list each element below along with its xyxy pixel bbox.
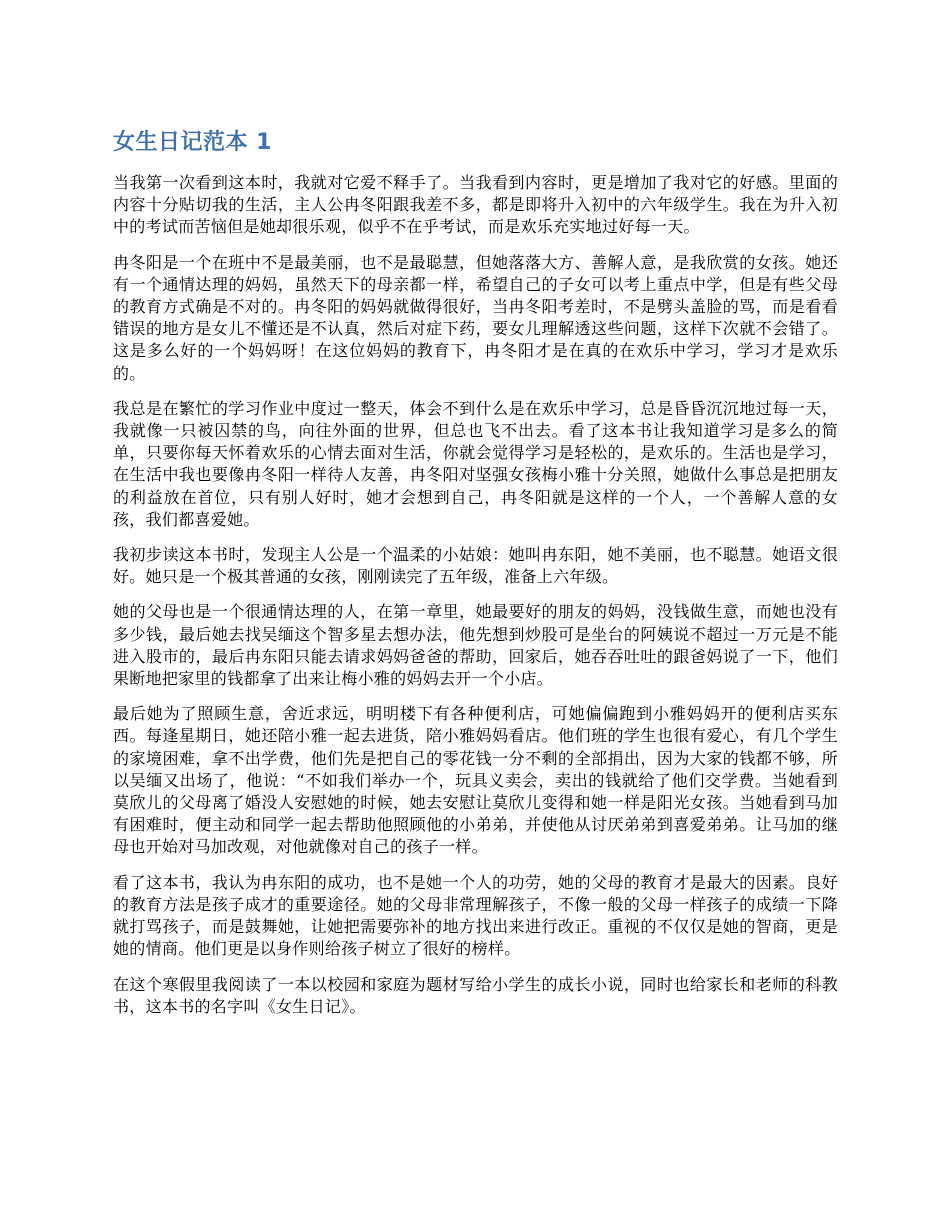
paragraph-8: 在这个寒假里我阅读了一本以校园和家庭为题材写给小学生的成长小说，同时也给家长和老师的科教书，这本书的名字叫《女生日记》。 [113, 974, 838, 1016]
paragraph-2: 冉冬阳是一个在班中不是最美丽，也不是最聪慧，但她落落大方、善解人意，是我欣赏的女孩。她还有一个通情达理的妈妈，虽然天下的母亲都一样，希望自己的子女可以考上重点中学，但是有些父母的教育方式确是不对的。冉冬阳的妈妈就做得很好，当冉冬阳考差时，不是劈头盖脸的骂，而是看看错误的地方是女儿不懂还是不认真，然后对症下药，要女儿理解透这些问题，这样下次就不会错了。这是多么好的一个妈妈呀！在这位妈妈的教育下，冉冬阳才是在真的在欢乐中学习，学习才是欢乐的。 [113, 252, 838, 383]
paragraph-1: 当我第一次看到这本时，我就对它爱不释手了。当我看到内容时，更是增加了我对它的好感。里面的内容十分贴切我的生活，主人公冉冬阳跟我差不多，都是即将升入初中的六年级学生。我在为升入初中的考试而苦恼但是她却很乐观，似乎不在乎考试，而是欢乐充实地过好每一天。 [113, 173, 838, 237]
paragraph-6: 最后她为了照顾生意，舍近求远，明明楼下有各种便利店，可她偏偏跑到小雅妈妈开的便利店买东西。每逢星期日，她还陪小雅一起去进货，陪小雅妈妈看店。他们班的学生也很有爱心，有几个学生的家境困难，拿不出学费，他们先是把自己的零花钱一分不剩的全部捐出，因为大家的钱都不够，所以吴缅又出场了，他说：“不如我们举办一个，玩具义卖会，卖出的钱就给了他们交学费。当她看到莫欣儿的父母离了婚没人安慰她的时候，她去安慰让莫欣儿变得和她一样是阳光女孩。当她看到马加有困难时，便主动和同学一起去帮助他照顾他的小弟弟，并使他从讨厌弟弟到喜爱弟弟。让马加的继母也开始对马加改观，对他就像对自己的孩子一样。 [113, 704, 838, 857]
document-page [113, 128, 838, 1031]
document-title: 女生日记范本 1 [113, 130, 272, 155]
paragraph-3: 我总是在繁忙的学习作业中度过一整天，体会不到什么是在欢乐中学习，总是昏昏沉沉地过每一天，我就像一只被囚禁的鸟，向往外面的世界，但总也飞不出去。看了这本书让我知道学习是多么的简单，只要你每天怀着欢乐的心情去面对生活，你就会觉得学习是轻松的，是欢乐的。生活也是学习，在生活中我也要像冉冬阳一样待人友善，冉冬阳对坚强女孩梅小雅十分关照，她做什么事总是把朋友的利益放在首位，只有别人好时，她才会想到自己，冉冬阳就是这样的一个人，一个善解人意的女孩，我们都喜爱她。 [113, 398, 838, 529]
paragraph-7: 看了这本书，我认为冉东阳的成功，也不是她一个人的功劳，她的父母的教育才是最大的因素。良好的教育方法是孩子成才的重要途径。她的父母非常理解孩子，不像一般的父母一样孩子的成绩一下降就打骂孩子，而是鼓舞她，让她把需要弥补的地方找出来进行改正。重视的不仅仅是她的智商，更是她的情商。他们更是以身作则给孩子树立了很好的榜样。 [113, 872, 838, 959]
paragraph-4: 我初步读这本书时，发现主人公是一个温柔的小姑娘：她叫冉东阳，她不美丽，也不聪慧。她语文很好。她只是一个极其普通的女孩，刚刚读完了五年级，准备上六年级。 [113, 545, 838, 587]
paragraph-5: 她的父母也是一个很通情达理的人，在第一章里，她最要好的朋友的妈妈，没钱做生意，而她也没有多少钱，最后她去找吴缅这个智多星去想办法，他先想到炒股可是坐台的阿姨说不超过一万元是不能进入股市的，最后冉东阳只能去请求妈妈爸爸的帮助，回家后，她吞吞吐吐的跟爸妈说了一下，他们果断地把家里的钱都拿了出来让梅小雅的妈妈去开一个小店。 [113, 602, 838, 689]
